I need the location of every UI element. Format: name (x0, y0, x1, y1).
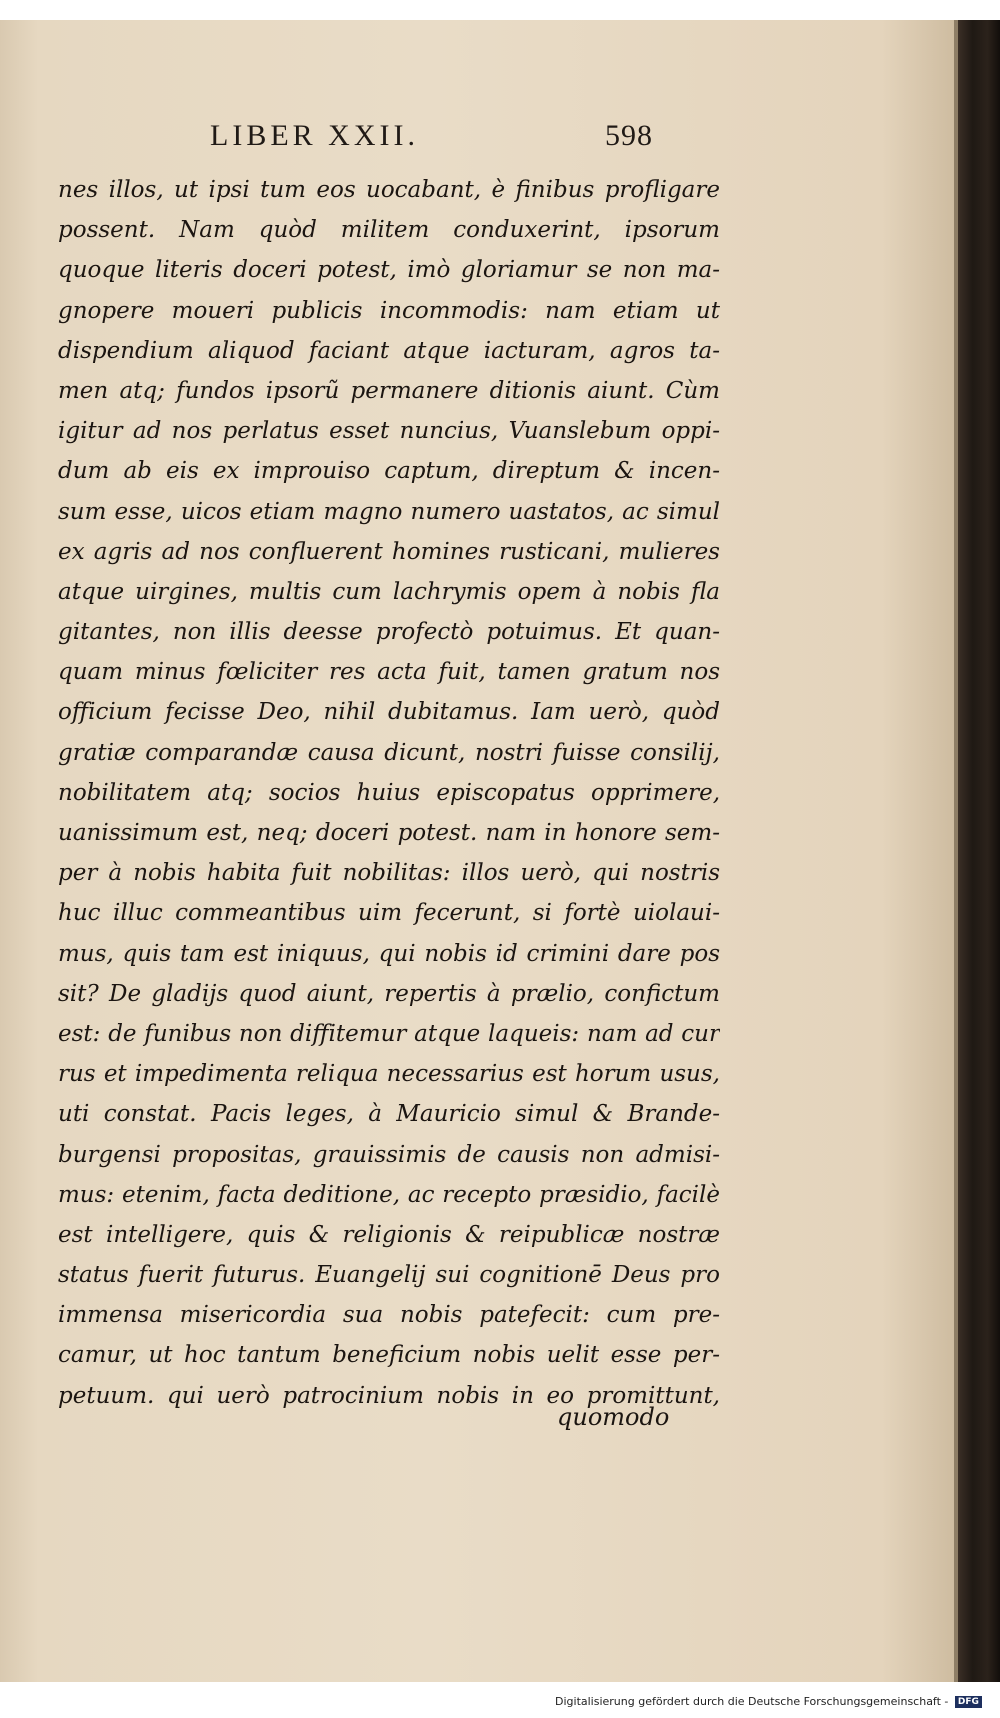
text-line: officium fecisse Deo, nihil dubitamus. Iam uerò, quòd (58, 699, 720, 726)
text-line: per à nobis habita fuit nobilitas: illos uerò, qui nostris (58, 860, 720, 887)
text-line: gnopere moueri publicis incommodis: nam etiam ut (58, 297, 720, 324)
text-line: men atq; fundos ipsorũ permanere ditionis aiunt. Cùm (58, 377, 720, 404)
text-line: camur, ut hoc tantum beneficium nobis uelit esse per- (58, 1342, 720, 1369)
text-line: gratiæ comparandæ causa dicunt, nostri fuisse consilij, (58, 739, 720, 766)
book-cover-edge (958, 20, 1000, 1682)
text-line: huc illuc commeantibus uim fecerunt, si fortè uiolaui- (58, 900, 720, 927)
text-line: dum ab eis ex improuiso captum, direptum & incen- (58, 458, 720, 485)
text-line: dispendium aliquod faciant atque iacturam, agros ta- (58, 337, 720, 364)
text-line: mus: etenim, facta deditione, ac recepto præsidio, facilè (58, 1181, 720, 1208)
text-line: rus et impedimenta reliqua necessarius est horum usus, (58, 1061, 720, 1088)
text-line: nobilitatem atq; socios huius episcopatus opprimere, (58, 779, 720, 806)
text-line: sum esse, uicos etiam magno numero uastatos, ac simul (58, 498, 720, 525)
text-line: quoque literis doceri potest, imò gloriamur se non ma- (58, 257, 720, 284)
digitization-credit-text: Digitalisierung gefördert durch die Deutsche Forschungsgemeinschaft - (555, 1695, 949, 1708)
text-line: status fuerit futurus. Euangelij sui cognitionē Deus pro (58, 1262, 720, 1289)
text-line: quam minus fœliciter res acta fuit, tamen gratum nos (58, 659, 720, 686)
text-line: uanissimum est, neq; doceri potest. nam in honore sem- (58, 820, 720, 846)
text-line: nes illos, ut ipsi tum eos uocabant, è finibus profligare (58, 177, 720, 203)
text-line: petuum. qui uerò patrocinium nobis in eo promittunt, (58, 1382, 720, 1409)
text-line: atque uirgines, multis cum lachrymis opem à nobis fla (58, 578, 720, 605)
text-line: igitur ad nos perlatus esset nuncius, Vuanslebum oppi- (58, 418, 720, 445)
text-line: est intelligere, quis & religionis & reipublicæ nostræ (58, 1221, 720, 1248)
text-line: ex agris ad nos confluerent homines rusticani, mulieres (58, 538, 720, 565)
text-line: uti constat. Pacis leges, à Mauricio simul & Brande- (58, 1101, 720, 1128)
digitization-credit (555, 1695, 1000, 1708)
text-line: possent. Nam quòd militem conduxerint, ipsorum (58, 217, 720, 244)
page-number: 598 (605, 119, 653, 152)
running-title: LIBER XXII. (210, 119, 419, 152)
body-text (58, 170, 720, 1416)
text-line: burgensi propositas, grauissimis de causis non admisi- (58, 1141, 720, 1168)
text-line: mus, quis tam est iniquus, qui nobis id crimini dare pos (58, 940, 720, 967)
text-line: est: de funibus non diffitemur atque laqueis: nam ad cur (58, 1020, 720, 1047)
dfg-logo: DFG (955, 1696, 982, 1708)
text-line: gitantes, non illis deesse profectò potuimus. Et quan- (58, 619, 720, 646)
text-line: sit? De gladijs quod aiunt, repertis à prælio, confictum (58, 980, 720, 1007)
catchword: quomodo (557, 1403, 670, 1431)
text-line: immensa misericordia sua nobis patefecit: cum pre- (58, 1302, 720, 1329)
